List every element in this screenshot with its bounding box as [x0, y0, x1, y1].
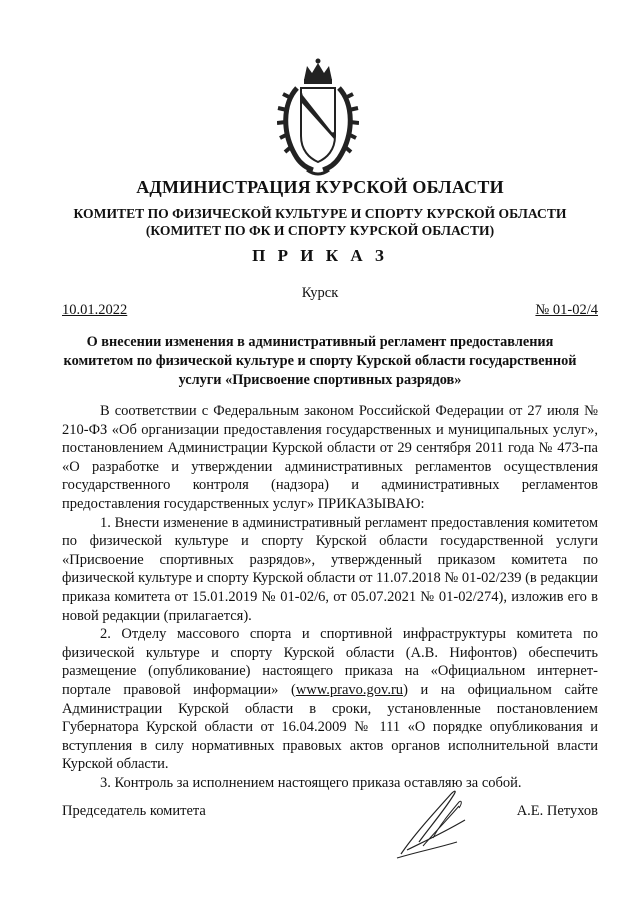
subject-line-1: О внесении изменения в административный регламент предоставления: [86, 334, 554, 350]
item-2-text-part-2: ) и на официальном сайте Администрации Курской области в сроки, установленные постановлением Губернатора Курской области от 16.04.2009 № 111 «О порядке опубликования и вступления в силу нормативных правовых актов органов исполнительной власти Курской области.: [62, 681, 598, 773]
order-subject: [0, 333, 640, 390]
signer-name: А.Е. Петухов: [516, 803, 598, 819]
committee-line-1: КОМИТЕТ ПО ФИЗИЧЕСКОЙ КУЛЬТУРЕ И СПОРТУ КУРСКОЙ ОБЛАСТИ: [73, 206, 567, 221]
committee-name: [0, 205, 640, 239]
preamble-paragraph: В соответствии с Федеральным законом Российской Федерации от 27 июля № 210-ФЗ «Об организации предоставления государственных и муниципальных услуг», постановлением Администрации Курской области от 29 сентября 2011 года № 473-па «О разработке и утверждении административных регламентов осуществления государственного контроля (надзора) и административных регламентов предоставления государственных услуг» ПРИКАЗЫВАЮ:: [62, 403, 598, 512]
item-3-paragraph: 3. Контроль за исполнением настоящего приказа оставляю за собой.: [100, 774, 522, 791]
signer-title: Председатель комитета: [62, 803, 206, 819]
order-title: П Р И К А З: [252, 246, 388, 265]
committee-line-2: (КОМИТЕТ ПО ФК И СПОРТУ КУРСКОЙ ОБЛАСТИ): [145, 223, 495, 238]
administration-title: АДМИНИСТРАЦИЯ КУРСКОЙ ОБЛАСТИ: [136, 177, 504, 197]
coat-of-arms-icon: [277, 58, 359, 180]
item-2-paragraph: [62, 625, 598, 774]
subject-line-3: услуги «Присвоение спортивных разрядов»: [178, 372, 462, 388]
subject-line-2: комитетом по физической культуре и спорту Курской области государственной: [63, 353, 577, 369]
item-2-text-part-1: 2. Отделу массового спорта и спортивной инфраструктуры комитета по физической культуре и спорту Курской области (А.В. Нифонтов) обеспечить размещение (опубликование) настоящего приказа на «Официальном интернет-портале правовой информации» (: [62, 626, 598, 698]
order-number: № 01-02/4: [535, 302, 598, 318]
signature-icon: [393, 776, 483, 866]
item-1-paragraph: 1. Внести изменение в административный регламент предоставления комитетом по физической культуре и спорту Курской области государственной услуги «Присвоение спортивных разрядов», утвержденный приказом комитета по физической культуре и спорту Курской области от 11.07.2018 № 01-02/239 (в редакции приказа комитета от 15.01.2019 № 01-02/6, от 05.07.2021 № 01-02/274), изложив его в новой редакции (прилагается).: [62, 514, 599, 624]
order-city: Курск: [301, 285, 339, 301]
pravo-link[interactable]: www.pravo.gov.ru: [295, 681, 404, 698]
order-date: 10.01.2022: [62, 302, 128, 318]
order-body: [62, 402, 598, 792]
